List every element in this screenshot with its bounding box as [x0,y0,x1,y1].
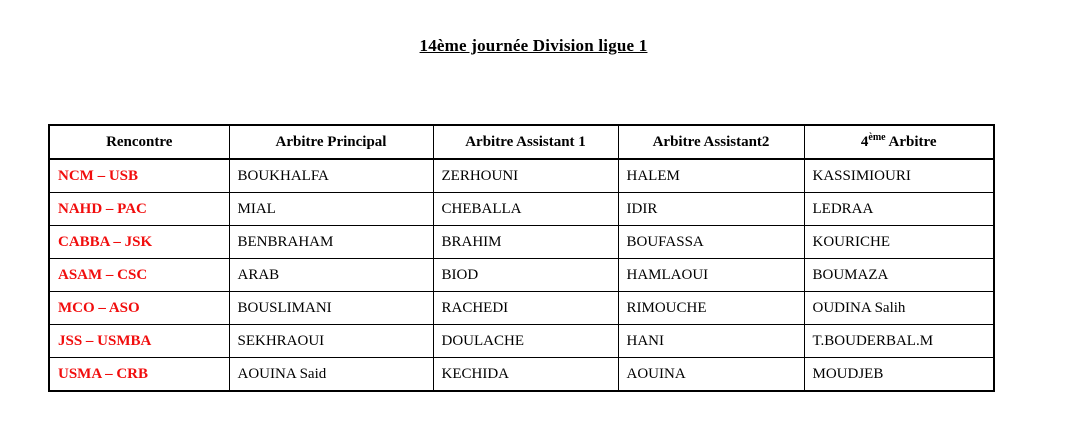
fourth-referee-label: Arbitre [885,133,937,150]
table-row [49,193,994,226]
assistant2-cell: IDIR [618,193,804,226]
table-header-row [49,125,994,159]
assistant2-cell: RIMOUCHE [618,292,804,325]
referee-assignments-table [48,124,995,392]
principal-referee-cell: BOUSLIMANI [229,292,433,325]
column-header-arbitre-assistant-2: Arbitre Assistant2 [618,125,804,159]
fourth-referee-cell: T.BOUDERBAL.M [804,325,994,358]
table-row [49,358,994,392]
fourth-referee-cell: OUDINA Salih [804,292,994,325]
table-row [49,159,994,193]
principal-referee-cell: BENBRAHAM [229,226,433,259]
assistant2-cell: HANI [618,325,804,358]
fourth-referee-cell: BOUMAZA [804,259,994,292]
match-cell: NAHD – PAC [49,193,229,226]
match-cell: JSS – USMBA [49,325,229,358]
fourth-referee-cell: KASSIMIOURI [804,159,994,193]
table-row [49,226,994,259]
fourth-referee-cell: LEDRAA [804,193,994,226]
assistant1-cell: ZERHOUNI [433,159,618,193]
page-title: 14ème journée Division ligue 1 [419,36,648,55]
assistant1-cell: DOULACHE [433,325,618,358]
assistant2-cell: BOUFASSA [618,226,804,259]
assistant2-cell: HALEM [618,159,804,193]
match-cell: USMA – CRB [49,358,229,392]
principal-referee-cell: AOUINA Said [229,358,433,392]
table-row [49,325,994,358]
principal-referee-cell: BOUKHALFA [229,159,433,193]
match-cell: MCO – ASO [49,292,229,325]
fourth-referee-cell: KOURICHE [804,226,994,259]
fourth-referee-ordinal: ème [868,131,886,143]
assistant1-cell: BRAHIM [433,226,618,259]
assistant1-cell: CHEBALLA [433,193,618,226]
match-cell: ASAM – CSC [49,259,229,292]
table-row [49,292,994,325]
column-header-arbitre-assistant-1: Arbitre Assistant 1 [433,125,618,159]
principal-referee-cell: ARAB [229,259,433,292]
assistant2-cell: AOUINA [618,358,804,392]
principal-referee-cell: MIAL [229,193,433,226]
column-header-rencontre: Rencontre [49,125,229,159]
assistant1-cell: KECHIDA [433,358,618,392]
assistant1-cell: RACHEDI [433,292,618,325]
fourth-referee-cell: MOUDJEB [804,358,994,392]
match-cell: CABBA – JSK [49,226,229,259]
principal-referee-cell: SEKHRAOUI [229,325,433,358]
column-header-arbitre-principal: Arbitre Principal [229,125,433,159]
fourth-referee-number: 4 [860,133,869,150]
table-row [49,259,994,292]
match-cell: NCM – USB [49,159,229,193]
column-header-quatrieme-arbitre [804,125,994,159]
assistant1-cell: BIOD [433,259,618,292]
assistant2-cell: HAMLAOUI [618,259,804,292]
